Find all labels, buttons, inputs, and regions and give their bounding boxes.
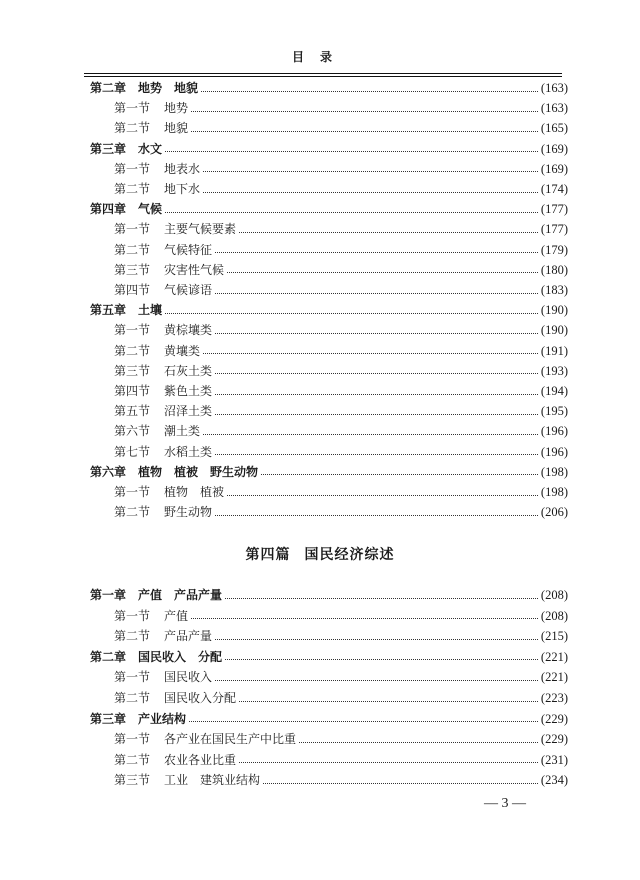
toc-section-row: [114, 750, 568, 770]
toc-section-row: [114, 179, 568, 199]
toc-entry-number: 第一章: [90, 588, 127, 602]
toc-entry-number: 第一节: [114, 101, 151, 116]
toc-entry-number: 第三章: [90, 711, 127, 726]
toc-entry-label: [114, 770, 260, 790]
toc-page-number: (180): [540, 262, 568, 277]
toc-entry-number: 第二节: [114, 752, 151, 767]
toc-page-number: (163): [540, 101, 568, 116]
toc-dot-leader: [191, 131, 538, 132]
toc-entry-title: 水稻土类: [164, 444, 213, 459]
toc-entry-label: [114, 750, 236, 770]
toc-chapter-row: [90, 585, 568, 605]
page-header: 目录: [291, 50, 348, 64]
toc-entry-number: 第六章: [90, 464, 127, 479]
toc-chapter-row: [90, 709, 568, 729]
toc-chapter-row: [90, 647, 568, 667]
toc-entry-title: 土壤: [138, 303, 163, 318]
part-name: 国民经济综述: [304, 547, 395, 563]
toc-dot-leader: [263, 783, 538, 784]
toc-section-row: [114, 159, 568, 179]
toc-entry-number: 第一节: [114, 732, 151, 747]
toc-page-number: (196): [540, 424, 568, 439]
toc-section-row: [114, 729, 568, 749]
toc-dot-leader: [215, 373, 538, 374]
toc-entry-number: 第三节: [114, 262, 151, 277]
toc-entry-title: 主要气候要素: [164, 222, 237, 237]
toc-entry-title: 植物 植被: [164, 485, 225, 499]
toc-entry-label: [114, 98, 188, 118]
toc-entry-title: 地势: [164, 101, 189, 116]
toc-entry-label: [90, 78, 198, 98]
toc-section-row: [114, 442, 568, 462]
toc-section-row: [114, 401, 568, 421]
toc-dot-leader: [165, 313, 538, 314]
toc-page-number: (221): [540, 649, 568, 664]
toc-dot-leader: [239, 762, 538, 763]
toc-entry-title: 紫色土类: [164, 384, 213, 398]
toc-page-number: (165): [540, 121, 568, 136]
toc-page-number: (191): [540, 343, 568, 358]
toc-entry-title: 灾害性气候: [164, 262, 225, 277]
toc-page-number: (190): [540, 303, 568, 318]
toc-entry-label: [90, 585, 222, 605]
toc-entry-label: [114, 688, 236, 708]
toc-dot-leader: [215, 293, 538, 294]
toc-entry-label: [114, 381, 212, 401]
toc-dot-leader: [215, 414, 538, 415]
toc-dot-leader: [191, 111, 538, 112]
toc-page-number: (190): [540, 323, 568, 338]
toc-entry-number: 第三章: [90, 141, 127, 156]
toc-dot-leader: [227, 272, 538, 273]
toc-entry-number: 第二节: [114, 242, 151, 257]
toc-entry-title: 气候: [138, 202, 163, 217]
toc-entry-number: 第二章: [90, 649, 127, 664]
toc-page-number: (177): [540, 202, 568, 217]
toc-entry-number: 第一节: [114, 608, 151, 623]
toc-entry-label: [114, 421, 200, 441]
toc-section-row: [114, 118, 568, 138]
toc-entry-number: 第一节: [114, 485, 151, 499]
toc-entry-title: 地下水: [164, 182, 201, 196]
toc-entry-number: 第五节: [114, 404, 151, 419]
toc-entry-number: 第四章: [90, 202, 127, 217]
toc-entry-number: 第一节: [114, 161, 151, 176]
toc-entry-label: [90, 647, 222, 667]
toc-entry-title: 水文: [138, 141, 163, 156]
toc-entry-title: 农业各业比重: [164, 752, 237, 767]
toc-section-row: [114, 219, 568, 239]
toc-page-number: (193): [540, 363, 568, 378]
toc-section-row: [114, 341, 568, 361]
toc-dot-leader: [165, 151, 538, 152]
toc-entry-label: [114, 159, 200, 179]
toc-entry-title: 地貌: [164, 121, 189, 136]
toc-entry-title: 国民收入分配: [164, 691, 237, 705]
toc-entry-title: 石灰土类: [164, 363, 213, 378]
toc-page-number: (183): [540, 283, 568, 297]
toc-page-number: (229): [540, 711, 568, 726]
part-number: 第四篇: [245, 547, 291, 563]
toc-page-number: (234): [540, 773, 568, 788]
toc-entry-title: 野生动物: [164, 505, 213, 520]
toc-page-number: (208): [540, 588, 568, 602]
toc-entry-label: [114, 280, 212, 300]
toc-page-number: (163): [540, 81, 568, 95]
toc-dot-leader: [203, 192, 538, 193]
toc-dot-leader: [225, 659, 538, 660]
toc-entry-label: [114, 341, 200, 361]
toc-page-number: (196): [540, 444, 568, 459]
toc-section-row: [114, 361, 568, 381]
toc-chapter-row: [90, 199, 568, 219]
toc-entry-title: 国民收入 分配: [138, 649, 223, 664]
toc-entry-number: 第三节: [114, 773, 151, 788]
header-rule: [84, 73, 562, 77]
toc-section-row: [114, 770, 568, 790]
toc-dot-leader: [215, 394, 538, 395]
toc-entry-label: [90, 139, 162, 159]
toc-dot-leader: [203, 434, 538, 435]
toc-section-row: [114, 421, 568, 441]
toc-dot-leader: [203, 353, 538, 354]
toc-section-row: [114, 502, 568, 522]
toc-entry-title: 气候谚语: [164, 283, 213, 297]
toc-section-row: [114, 606, 568, 626]
toc-dot-leader: [215, 333, 538, 334]
toc-page-number: (198): [540, 485, 568, 499]
toc-section-row: [114, 482, 568, 502]
toc-page-number: (229): [540, 732, 568, 747]
toc-page-number: (177): [540, 222, 568, 237]
toc-page-number: (215): [540, 629, 568, 644]
toc-page-number: (194): [540, 384, 568, 398]
toc-section-row: [114, 320, 568, 340]
toc-entry-label: [114, 667, 212, 687]
toc-entry-number: 第二节: [114, 505, 151, 520]
toc-dot-leader: [189, 721, 538, 722]
toc-section-row: [114, 667, 568, 687]
toc-dot-leader: [239, 232, 538, 233]
toc-page-number: (169): [540, 161, 568, 176]
toc-entry-title: 沼泽土类: [164, 404, 213, 419]
toc-page-number: (231): [540, 752, 568, 767]
toc-section-row: [114, 381, 568, 401]
toc-entry-number: 第一节: [114, 222, 151, 237]
toc-section-row: [114, 626, 568, 646]
toc-dot-leader: [215, 454, 538, 455]
toc-entry-title: 潮土类: [164, 424, 201, 439]
toc-entry-number: 第六节: [114, 424, 151, 439]
toc-entry-number: 第四节: [114, 384, 151, 398]
toc-page-number: (179): [540, 242, 568, 257]
toc-entry-label: [114, 219, 236, 239]
toc-entry-number: 第七节: [114, 444, 151, 459]
toc-entry-label: [114, 240, 212, 260]
toc-entry-number: 第五章: [90, 303, 127, 318]
toc-entry-number: 第一节: [114, 670, 151, 685]
toc-entry-title: 产值: [164, 608, 189, 623]
toc-entry-label: [114, 320, 212, 340]
toc-section-row: [114, 280, 568, 300]
toc-page-number: (198): [540, 464, 568, 479]
toc-dot-leader: [165, 212, 538, 213]
toc-dot-leader: [227, 495, 538, 496]
toc-entry-title: 产值 产品产量: [138, 588, 223, 602]
toc-page-number: (208): [540, 608, 568, 623]
toc-entry-title: 国民收入: [164, 670, 213, 685]
toc-entry-title: 气候特征: [164, 242, 213, 257]
toc-dot-leader: [191, 618, 538, 619]
toc-dot-leader: [203, 171, 538, 172]
toc-entry-title: 产业结构: [138, 711, 187, 726]
toc-entry-label: [114, 179, 200, 199]
toc-entry-number: 第二节: [114, 182, 151, 196]
toc-entry-label: [114, 482, 224, 502]
toc-entry-title: 地势 地貌: [138, 81, 199, 95]
toc-entry-number: 第四节: [114, 283, 151, 297]
toc-entry-title: 黄棕壤类: [164, 323, 213, 338]
toc-page-number: (223): [540, 691, 568, 705]
toc-page-number: (221): [540, 670, 568, 685]
toc-dot-leader: [239, 701, 538, 702]
toc-entry-title: 工业 建筑业结构: [164, 773, 261, 788]
toc-entry-number: 第二节: [114, 121, 151, 136]
toc-chapter-row: [90, 462, 568, 482]
part-title: [0, 544, 640, 564]
toc-section-row: [114, 98, 568, 118]
toc-entry-label: [90, 462, 258, 482]
toc-entry-title: 黄壤类: [164, 343, 201, 358]
toc-dot-leader: [299, 742, 538, 743]
toc-entry-label: [114, 502, 212, 522]
toc-dot-leader: [201, 91, 538, 92]
toc-entry-number: 第二章: [90, 81, 127, 95]
toc-entry-title: 植物 植被 野生动物: [138, 464, 259, 479]
toc-entry-label: [90, 300, 162, 320]
toc-page-number: (174): [540, 182, 568, 196]
toc-section-row: [114, 240, 568, 260]
toc-entry-number: 第一节: [114, 323, 151, 338]
toc-section-row: [114, 688, 568, 708]
toc-entry-number: 第三节: [114, 363, 151, 378]
toc-entry-number: 第二节: [114, 629, 151, 644]
toc-entry-title: 地表水: [164, 161, 201, 176]
toc-page-number: (206): [540, 505, 568, 520]
toc-dot-leader: [225, 598, 538, 599]
toc-chapter-row: [90, 78, 568, 98]
toc-dot-leader: [215, 515, 538, 516]
toc-entry-label: [90, 199, 162, 219]
toc-chapter-row: [90, 139, 568, 159]
toc-entry-label: [90, 709, 186, 729]
toc-entry-label: [114, 361, 212, 381]
toc-entry-label: [114, 401, 212, 421]
toc-entry-label: [114, 260, 224, 280]
toc-entry-label: [114, 626, 212, 646]
toc-dot-leader: [215, 680, 538, 681]
toc-entry-label: [114, 442, 212, 462]
toc-dot-leader: [215, 252, 538, 253]
toc-chapter-row: [90, 300, 568, 320]
toc-entry-label: [114, 118, 188, 138]
toc-section-row: [114, 260, 568, 280]
toc-entry-label: [114, 606, 188, 626]
toc-dot-leader: [215, 639, 538, 640]
toc-page-number: (169): [540, 141, 568, 156]
page-folio: — 3 —: [484, 796, 526, 811]
toc-entry-title: 各产业在国民生产中比重: [164, 732, 297, 747]
toc-entry-title: 产品产量: [164, 629, 213, 644]
toc-entry-label: [114, 729, 296, 749]
toc-page-number: (195): [540, 404, 568, 419]
toc-dot-leader: [261, 474, 538, 475]
toc-entry-number: 第二节: [114, 691, 151, 705]
toc-entry-number: 第二节: [114, 343, 151, 358]
